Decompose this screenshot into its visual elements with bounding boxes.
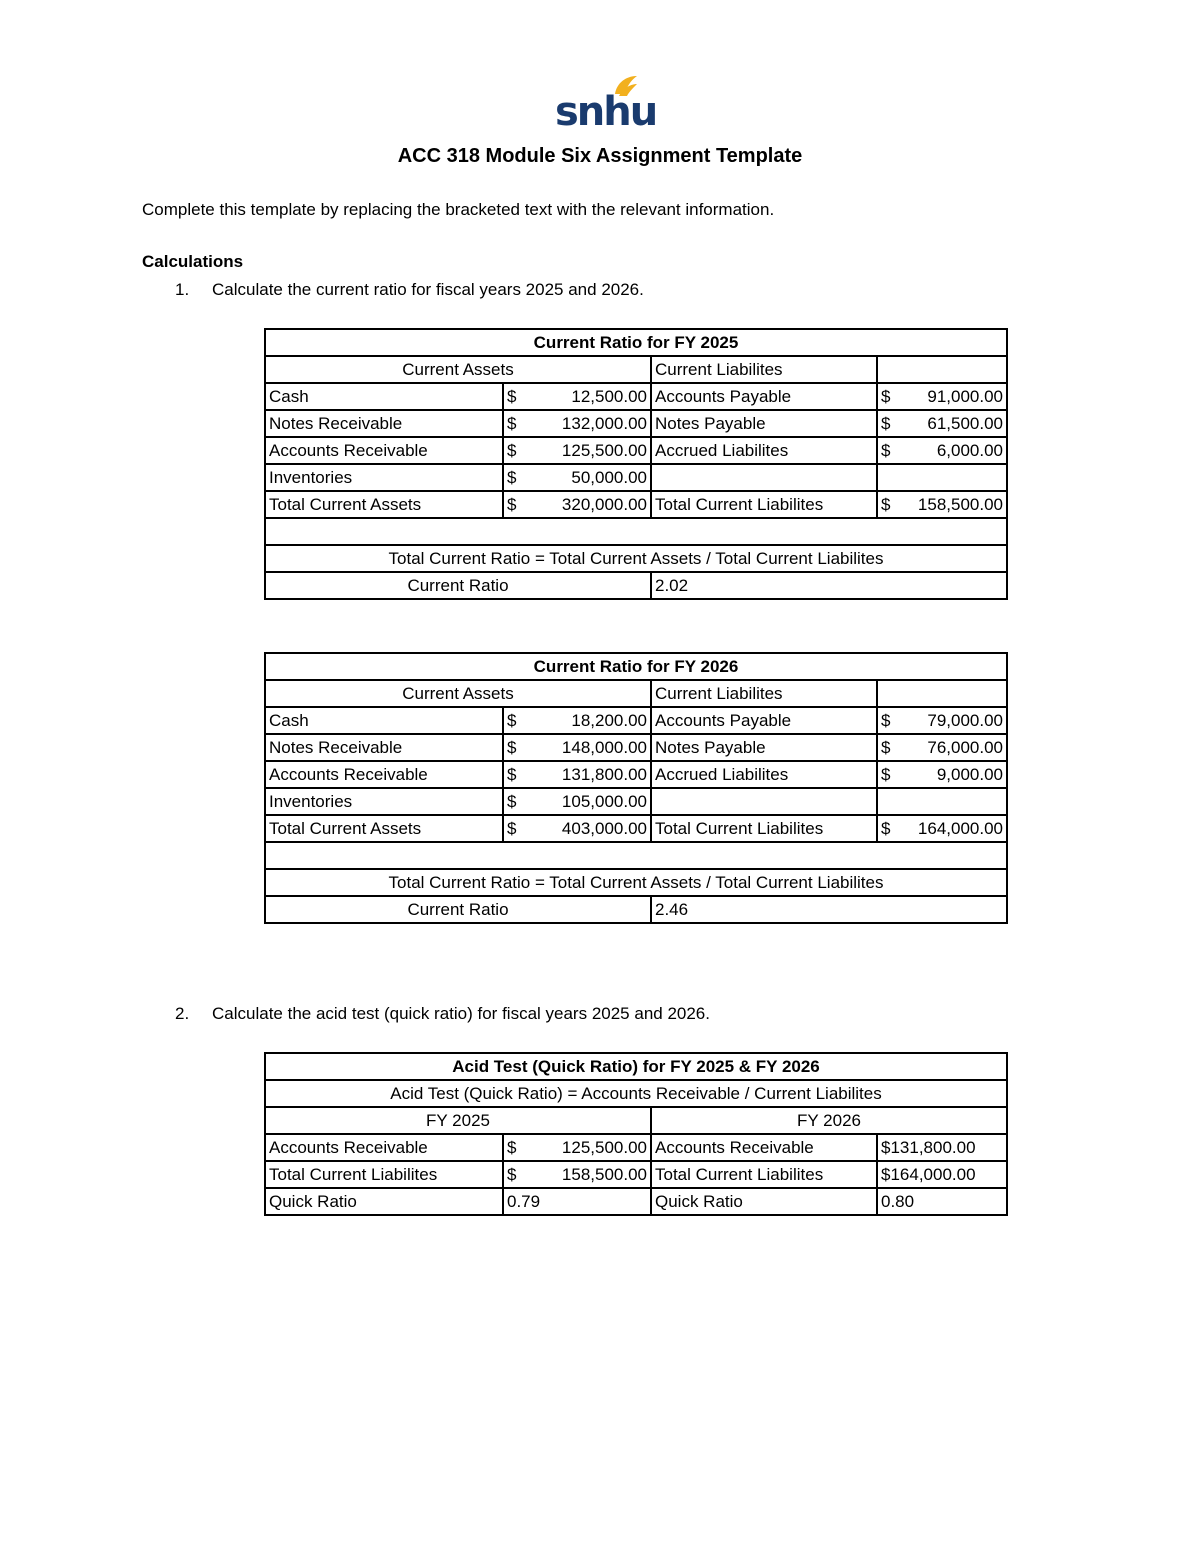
asset-value: $ 148,000.00: [503, 734, 651, 761]
table-row: [265, 734, 1007, 761]
asset-label: Cash: [265, 707, 503, 734]
asset-label: Cash: [265, 383, 503, 410]
liability-label: [651, 464, 877, 491]
total-assets-value: $ 320,000.00: [503, 491, 651, 518]
asset-value: $ 50,000.00: [503, 464, 651, 491]
liability-value: $ 9,000.00: [877, 761, 1007, 788]
ratio-value: 2.02: [651, 572, 1007, 599]
empty-cell: [877, 356, 1007, 383]
question-2: [175, 1004, 710, 1024]
spacer-row: [265, 518, 1007, 545]
liability-value: $ 61,500.00: [877, 410, 1007, 437]
fy2025-value: $ 125,500.00: [503, 1134, 651, 1161]
fy2026-value: $131,800.00: [877, 1134, 1007, 1161]
question-1: [175, 280, 644, 300]
table-row: [265, 437, 1007, 464]
table-row: [265, 788, 1007, 815]
question-number: 1.: [175, 280, 190, 299]
fy2025-label: Total Current Liabilites: [265, 1161, 503, 1188]
spacer-row: [265, 842, 1007, 869]
asset-label: Inventories: [265, 788, 503, 815]
question-text: Calculate the acid test (quick ratio) for fiscal years 2025 and 2026.: [212, 1004, 710, 1023]
liability-value: $ 6,000.00: [877, 437, 1007, 464]
table-row: [265, 410, 1007, 437]
total-assets-label: Total Current Assets: [265, 491, 503, 518]
ratio-label: Current Ratio: [265, 572, 651, 599]
liability-value: $ 91,000.00: [877, 383, 1007, 410]
fy2026-label: Accounts Receivable: [651, 1134, 877, 1161]
current-ratio-table-2025: [264, 328, 1008, 600]
section-heading: Calculations: [142, 252, 244, 271]
liability-label: Accounts Payable: [651, 383, 877, 410]
intro-text: Complete this template by replacing the bracketed text with the relevant information.: [142, 200, 775, 219]
liability-label: Accrued Liabilites: [651, 437, 877, 464]
liability-label: Notes Payable: [651, 734, 877, 761]
page-title: ACC 318 Module Six Assignment Template: [397, 145, 803, 167]
liability-label: Accrued Liabilites: [651, 761, 877, 788]
table-row: [265, 1134, 1007, 1161]
liability-value: [877, 788, 1007, 815]
assets-header: Current Assets: [265, 680, 651, 707]
total-assets-value: $ 403,000.00: [503, 815, 651, 842]
ratio-value: 2.46: [651, 896, 1007, 923]
assets-header: Current Assets: [265, 356, 651, 383]
liabilities-header: Current Liabilites: [651, 680, 877, 707]
asset-value: $ 105,000.00: [503, 788, 651, 815]
formula-row: Acid Test (Quick Ratio) = Accounts Receivable / Current Liabilites: [265, 1080, 1007, 1107]
fy2026-value: $164,000.00: [877, 1161, 1007, 1188]
table-title: Current Ratio for FY 2026: [265, 653, 1007, 680]
table-row: [265, 1161, 1007, 1188]
total-liabilities-label: Total Current Liabilites: [651, 491, 877, 518]
total-assets-label: Total Current Assets: [265, 815, 503, 842]
asset-value: $ 18,200.00: [503, 707, 651, 734]
fy2025-value: $ 158,500.00: [503, 1161, 651, 1188]
table-row: [265, 707, 1007, 734]
asset-value: $ 125,500.00: [503, 437, 651, 464]
question-text: Calculate the current ratio for fiscal years 2025 and 2026.: [212, 280, 644, 299]
quick-ratio-label-2026: Quick Ratio: [651, 1188, 877, 1215]
quick-ratio-value-2026: 0.80: [877, 1188, 1007, 1215]
liability-label: Notes Payable: [651, 410, 877, 437]
asset-value: $ 12,500.00: [503, 383, 651, 410]
fy2025-header: FY 2025: [265, 1107, 651, 1134]
total-liabilities-value: $ 164,000.00: [877, 815, 1007, 842]
snhu-logo: [555, 72, 657, 135]
ratio-label: Current Ratio: [265, 896, 651, 923]
asset-value: $ 132,000.00: [503, 410, 651, 437]
total-liabilities-label: Total Current Liabilites: [651, 815, 877, 842]
table-row: [265, 491, 1007, 518]
total-liabilities-value: $ 158,500.00: [877, 491, 1007, 518]
fy2026-header: FY 2026: [651, 1107, 1007, 1134]
table-row: [265, 815, 1007, 842]
asset-label: Accounts Receivable: [265, 761, 503, 788]
liability-value: $ 76,000.00: [877, 734, 1007, 761]
table-row: [265, 464, 1007, 491]
table-row: [265, 761, 1007, 788]
table-title: Acid Test (Quick Ratio) for FY 2025 & FY 2026: [265, 1053, 1007, 1080]
asset-value: $ 131,800.00: [503, 761, 651, 788]
empty-cell: [877, 680, 1007, 707]
formula-row: Total Current Ratio = Total Current Assets / Total Current Liabilites: [265, 869, 1007, 896]
table-row: [265, 1188, 1007, 1215]
asset-label: Notes Receivable: [265, 410, 503, 437]
asset-label: Accounts Receivable: [265, 437, 503, 464]
liability-value: $ 79,000.00: [877, 707, 1007, 734]
table-row: [265, 383, 1007, 410]
table-title: Current Ratio for FY 2025: [265, 329, 1007, 356]
liability-label: Accounts Payable: [651, 707, 877, 734]
logo-text: snhu: [555, 89, 657, 135]
quick-ratio-label-2025: Quick Ratio: [265, 1188, 503, 1215]
current-ratio-table-2026: [264, 652, 1008, 924]
quick-ratio-value-2025: 0.79: [503, 1188, 651, 1215]
liability-label: [651, 788, 877, 815]
liability-value: [877, 464, 1007, 491]
asset-label: Notes Receivable: [265, 734, 503, 761]
fy2026-label: Total Current Liabilites: [651, 1161, 877, 1188]
question-number: 2.: [175, 1004, 190, 1023]
fy2025-label: Accounts Receivable: [265, 1134, 503, 1161]
formula-row: Total Current Ratio = Total Current Assets / Total Current Liabilites: [265, 545, 1007, 572]
liabilities-header: Current Liabilites: [651, 356, 877, 383]
asset-label: Inventories: [265, 464, 503, 491]
acid-test-table: [264, 1052, 1008, 1216]
